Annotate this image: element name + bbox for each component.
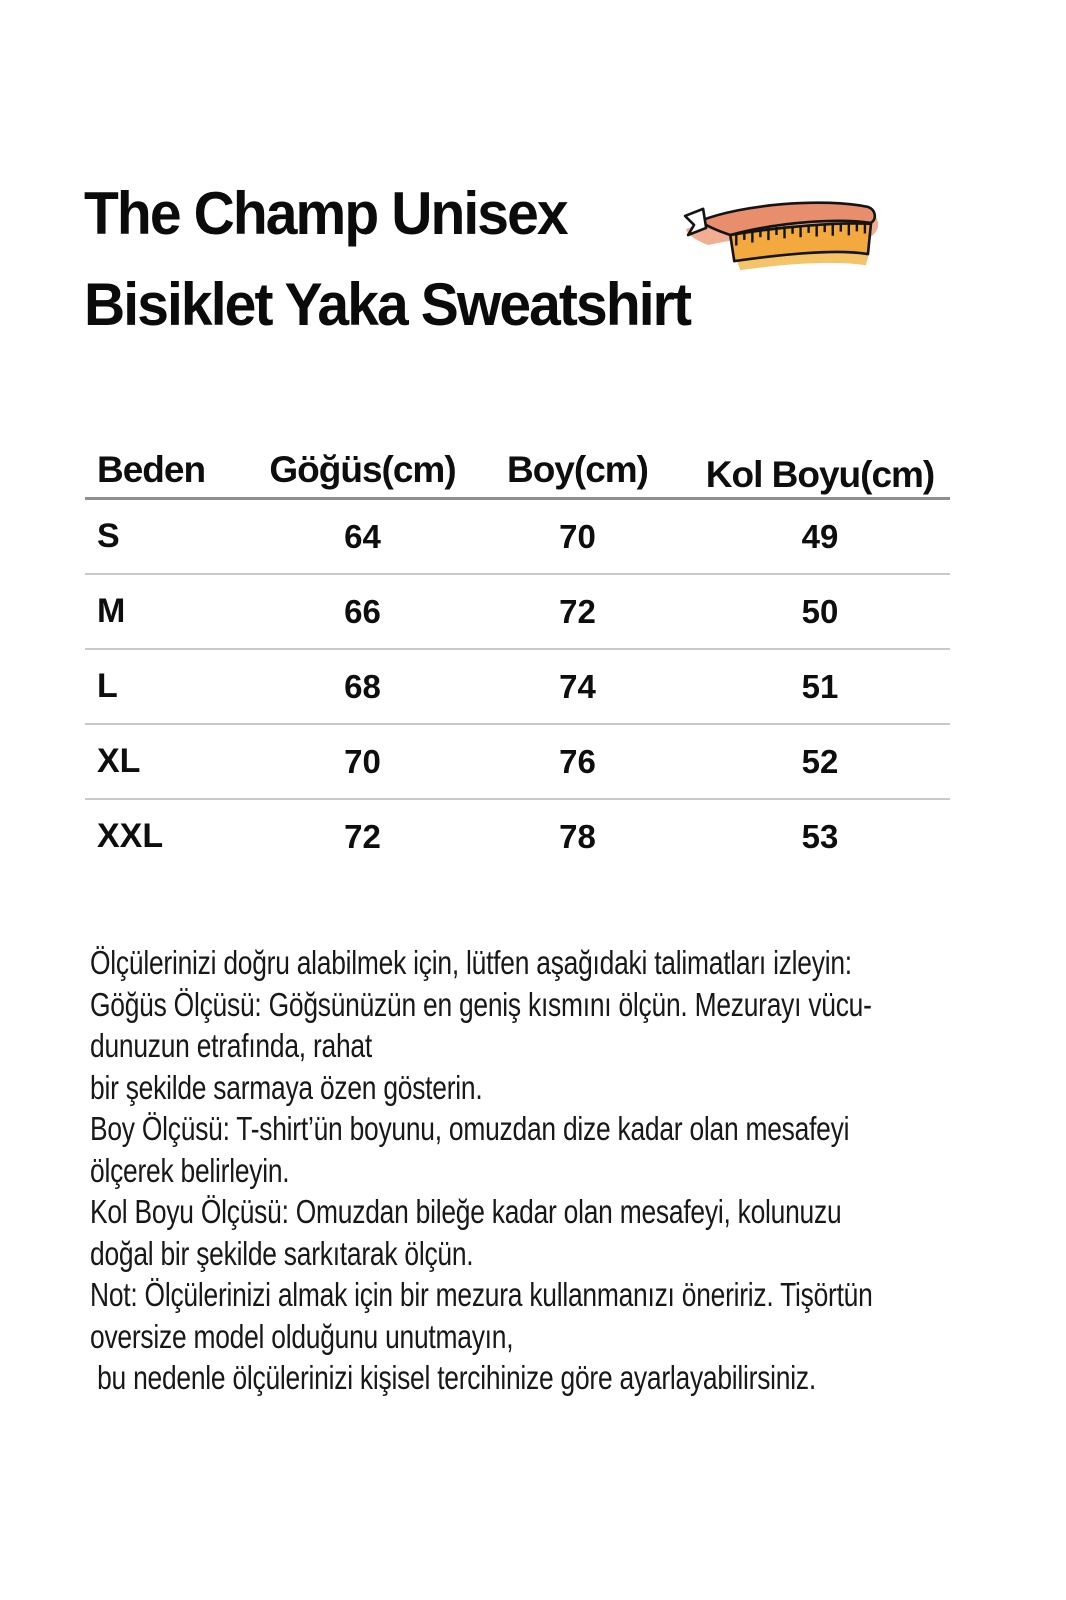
size-row-xl <box>85 725 950 800</box>
instruction-line: Göğüs Ölçüsü: Göğsünüzün en geniş kısmını ölçün. Mezurayı vücu- <box>90 985 872 1023</box>
instruction-line: Not: Ölçülerinizi almak için bir mezura kullanmanızı öneririz. Tişörtün <box>90 1276 873 1313</box>
size-cell: XXL <box>97 817 164 855</box>
product-title-line2: Bisiklet Yaka Sweatshirt <box>84 271 691 338</box>
measurement-instructions <box>90 942 1066 1399</box>
instruction-line: Boy Ölçüsü: T-shirt’ün boyunu, omuzdan dize kadar olan mesafeyi <box>90 1110 850 1147</box>
instruction-line: Ölçülerinizi doğru alabilmek için, lütfen aşağıdaki talimatları izleyin: <box>90 944 852 981</box>
product-title-line1: The Champ Unisex <box>84 180 567 247</box>
chest-cell: 66 <box>344 592 381 630</box>
length-cell: 78 <box>559 817 596 855</box>
instruction-line: bir şekilde sarmaya özen gösterin. <box>90 1068 483 1106</box>
chest-cell: 64 <box>344 517 381 555</box>
length-cell: 72 <box>559 592 596 630</box>
length-cell: 76 <box>559 742 596 780</box>
size-cell: M <box>97 592 126 630</box>
header-gogus: Göğüs(cm) <box>269 449 456 490</box>
instruction-line: ölçerek belirleyin. <box>90 1151 290 1189</box>
instruction-line: bu nedenle ölçülerinizi kişisel tercihinize göre ayarlayabilirsiniz. <box>90 1359 816 1396</box>
length-cell: 74 <box>559 667 596 705</box>
size-cell: S <box>97 517 120 555</box>
sleeve-cell: 50 <box>801 592 839 630</box>
header-kol-boyu: Kol Boyu(cm) <box>705 454 935 495</box>
size-row-m <box>85 575 950 650</box>
sleeve-cell: 52 <box>801 742 839 780</box>
size-row-xxl <box>85 800 950 873</box>
size-row-s <box>85 500 950 575</box>
header-boy: Boy(cm) <box>506 449 649 490</box>
tape-measure-icon <box>678 194 884 276</box>
instruction-line: oversize model olduğunu unutmayın, <box>90 1317 514 1355</box>
header-beden: Beden <box>97 449 206 490</box>
instruction-line: doğal bir şekilde sarkıtarak ölçün. <box>90 1234 474 1272</box>
sleeve-cell: 49 <box>801 517 839 555</box>
instruction-line: Kol Boyu Ölçüsü: Omuzdan bileğe kadar olan mesafeyi, kolunuzu <box>90 1193 842 1230</box>
sleeve-cell: 53 <box>801 817 839 855</box>
sleeve-cell: 51 <box>801 667 839 705</box>
chest-cell: 72 <box>344 817 381 855</box>
size-cell: XL <box>97 742 141 780</box>
size-table <box>85 432 950 873</box>
size-cell: L <box>97 667 118 705</box>
size-table-header-row <box>85 432 950 500</box>
product-title <box>84 168 722 350</box>
length-cell: 70 <box>559 517 596 555</box>
chest-cell: 68 <box>344 667 381 705</box>
instruction-line: dunuzun etrafında, rahat <box>90 1027 372 1064</box>
size-row-l <box>85 650 950 725</box>
chest-cell: 70 <box>344 742 381 780</box>
